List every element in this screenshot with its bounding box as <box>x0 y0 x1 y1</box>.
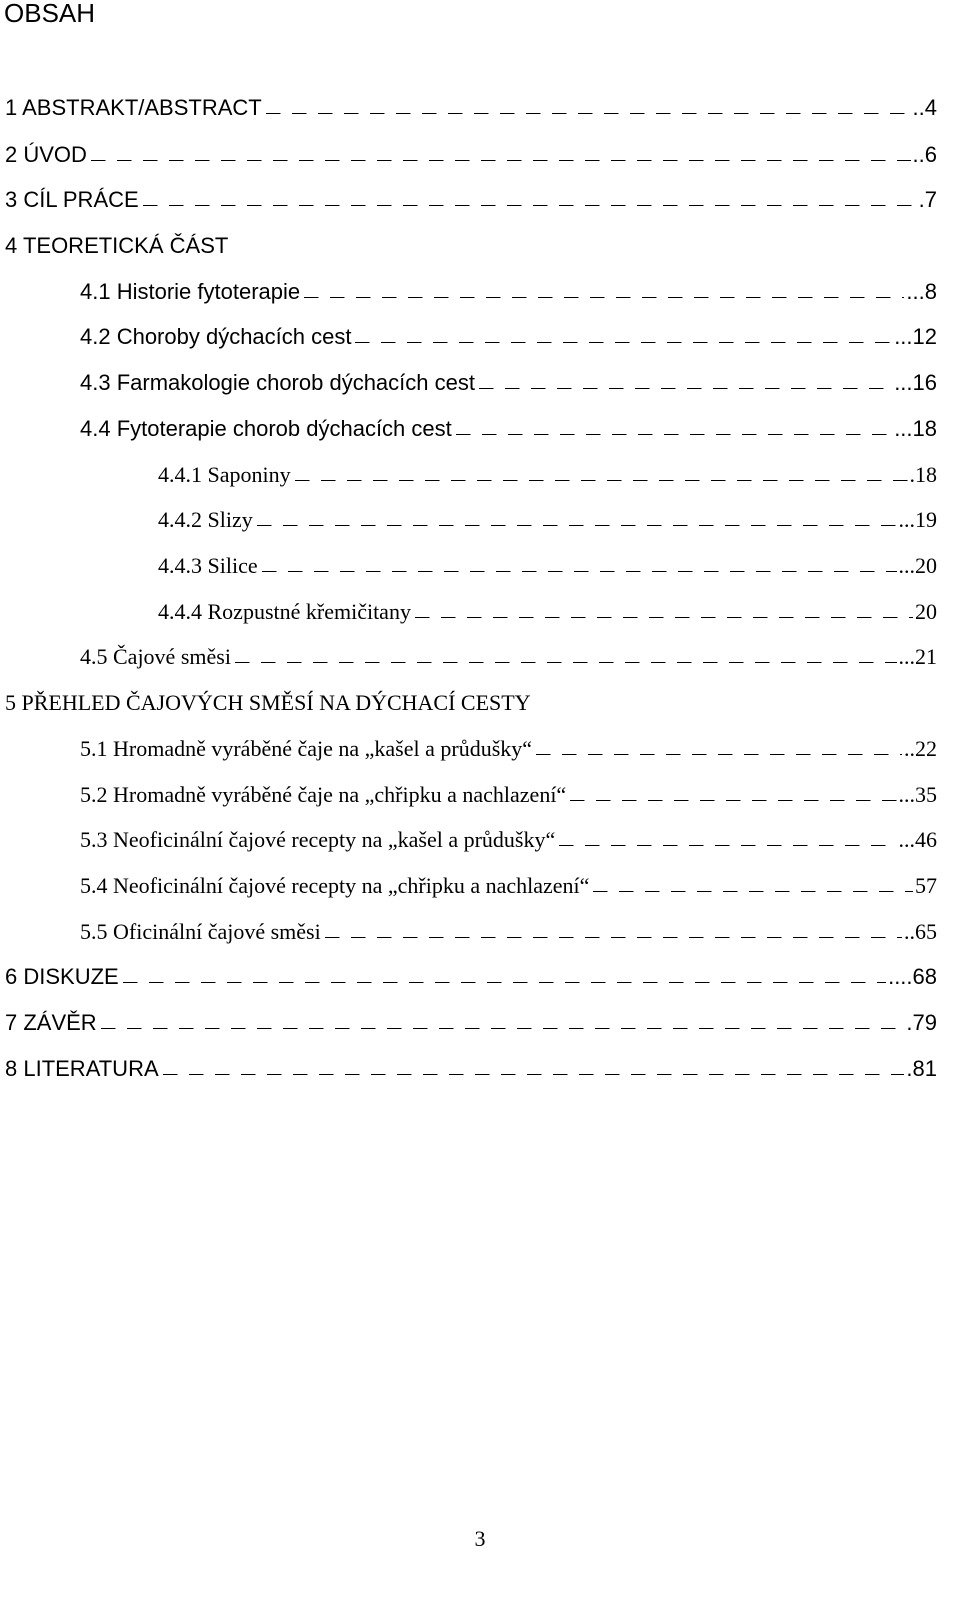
toc-entry-prehled-cajovych-smesi[interactable] <box>5 688 937 718</box>
toc-entry-title: 1 ABSTRAKT/ABSTRACT <box>5 95 262 120</box>
dot-leader <box>123 981 886 983</box>
toc-page-number: ...46 <box>898 827 937 852</box>
dot-leader <box>91 159 911 161</box>
toc-page-number: .79 <box>906 1010 937 1035</box>
toc-page-number: ..22 <box>904 736 937 761</box>
toc-entry-title: 5.1 Hromadně vyráběné čaje na „kašel a průdušky“ <box>80 736 533 761</box>
toc-page-number: ...16 <box>894 370 937 395</box>
toc-entry-title: 6 DISKUZE <box>5 964 119 989</box>
dot-leader <box>235 661 897 663</box>
toc-entry-title: 5.3 Neoficinální čajové recepty na „kašel a průdušky“ <box>80 827 556 852</box>
toc-entry-uvod[interactable] <box>5 140 937 170</box>
toc-page-number: 20 <box>915 599 937 624</box>
toc-entry-farmakologie[interactable] <box>80 368 937 398</box>
toc-page-number: ...35 <box>898 782 937 807</box>
dot-leader <box>593 890 913 892</box>
toc-page-number: ..4 <box>912 95 937 120</box>
toc-entry-title: 5 PŘEHLED ČAJOVÝCH SMĚSÍ NA DÝCHACÍ CESTY <box>5 690 531 715</box>
toc-page-number: ...19 <box>898 507 937 532</box>
toc-entry-abstrakt[interactable] <box>5 93 937 123</box>
toc-entry-title: 4.4.4 Rozpustné křemičitany <box>158 599 411 624</box>
dot-leader <box>101 1027 905 1029</box>
toc-entry-title: 5.2 Hromadně vyráběné čaje na „chřipku a nachlazení“ <box>80 782 567 807</box>
dot-leader <box>295 479 908 481</box>
toc-page-number: ...12 <box>894 324 937 349</box>
toc-entry-title: 4.1 Historie fytoterapie <box>80 279 301 304</box>
dot-leader <box>415 616 913 618</box>
page-title: OBSAH <box>4 0 96 28</box>
toc-entry-hromadne-chripka[interactable] <box>80 780 937 810</box>
toc-entry-title: 4.4.1 Saponiny <box>158 462 291 487</box>
toc-entry-title: 4.5 Čajové směsi <box>80 644 231 669</box>
toc-entry-choroby-dychacich-cest[interactable] <box>80 322 937 352</box>
toc-entry-saponiny[interactable] <box>158 460 937 490</box>
toc-entry-rozpustne-kremicitany[interactable] <box>158 597 937 627</box>
toc-page-number: ...21 <box>898 644 937 669</box>
toc-entry-slizy[interactable] <box>158 505 937 535</box>
dot-leader <box>479 387 892 389</box>
toc-page-number: ..65 <box>904 919 937 944</box>
toc-entry-historie-fytoterapie[interactable] <box>80 277 937 307</box>
toc-page-number: .18 <box>909 462 937 487</box>
toc-entry-title: 2 ÚVOD <box>5 142 87 167</box>
toc-page-number: ..6 <box>912 142 937 167</box>
dot-leader <box>266 112 911 114</box>
toc-entry-neoficinalni-chripka[interactable] <box>80 871 937 901</box>
toc-entry-title: 4.4 Fytoterapie chorob dýchacích cest <box>80 416 452 441</box>
toc-entry-cajove-smesi[interactable] <box>80 642 937 672</box>
toc-entry-neoficinalni-kasel[interactable] <box>80 825 937 855</box>
toc-entry-title: 4.4.3 Silice <box>158 553 258 578</box>
toc-entry-fytoterapie-chorob[interactable] <box>80 414 937 444</box>
toc-entry-title: 8 LITERATURA <box>5 1056 159 1081</box>
toc-page-number: ....68 <box>888 964 937 989</box>
toc-entry-title: 5.4 Neoficinální čajové recepty na „chřipku a nachlazení“ <box>80 873 590 898</box>
dot-leader <box>262 570 897 572</box>
toc-entry-title: 4.2 Choroby dýchacích cest <box>80 324 352 349</box>
toc-entry-title: 7 ZÁVĚR <box>5 1010 97 1035</box>
toc-entry-title: 3 CÍL PRÁCE <box>5 187 139 212</box>
toc-page-number: .81 <box>906 1056 937 1081</box>
page-number: 3 <box>474 1526 486 1551</box>
toc-entry-oficinalni-smesi[interactable] <box>80 917 937 947</box>
dot-leader <box>163 1073 905 1075</box>
dot-leader <box>257 524 897 526</box>
toc-page-number: .7 <box>918 187 937 212</box>
toc-entry-cil-prace[interactable] <box>5 185 937 215</box>
toc-entry-title: 4.3 Farmakologie chorob dýchacích cest <box>80 370 475 395</box>
toc-entry-literatura[interactable] <box>5 1054 937 1084</box>
dot-leader <box>456 433 892 435</box>
dot-leader <box>559 844 896 846</box>
toc-page-number: ...8 <box>906 279 937 304</box>
toc-entry-diskuze[interactable] <box>5 962 937 992</box>
toc-entry-teoreticka-cast[interactable] <box>5 231 937 261</box>
toc-entry-title: 4.4.2 Slizy <box>158 507 253 532</box>
toc-entry-silice[interactable] <box>158 551 937 581</box>
toc-page-number: 57 <box>915 873 937 898</box>
toc-entry-zaver[interactable] <box>5 1008 937 1038</box>
dot-leader <box>304 296 904 298</box>
toc-entry-hromadne-kasel[interactable] <box>80 734 937 764</box>
dot-leader <box>325 936 902 938</box>
toc-entry-title: 5.5 Oficinální čajové směsi <box>80 919 321 944</box>
toc-entry-title: 4 TEORETICKÁ ČÁST <box>5 233 229 258</box>
dot-leader <box>570 799 896 801</box>
toc-page-number: ...20 <box>898 553 937 578</box>
toc-page-number: ...18 <box>894 416 937 441</box>
dot-leader <box>536 753 902 755</box>
dot-leader <box>143 204 917 206</box>
dot-leader <box>355 341 892 343</box>
